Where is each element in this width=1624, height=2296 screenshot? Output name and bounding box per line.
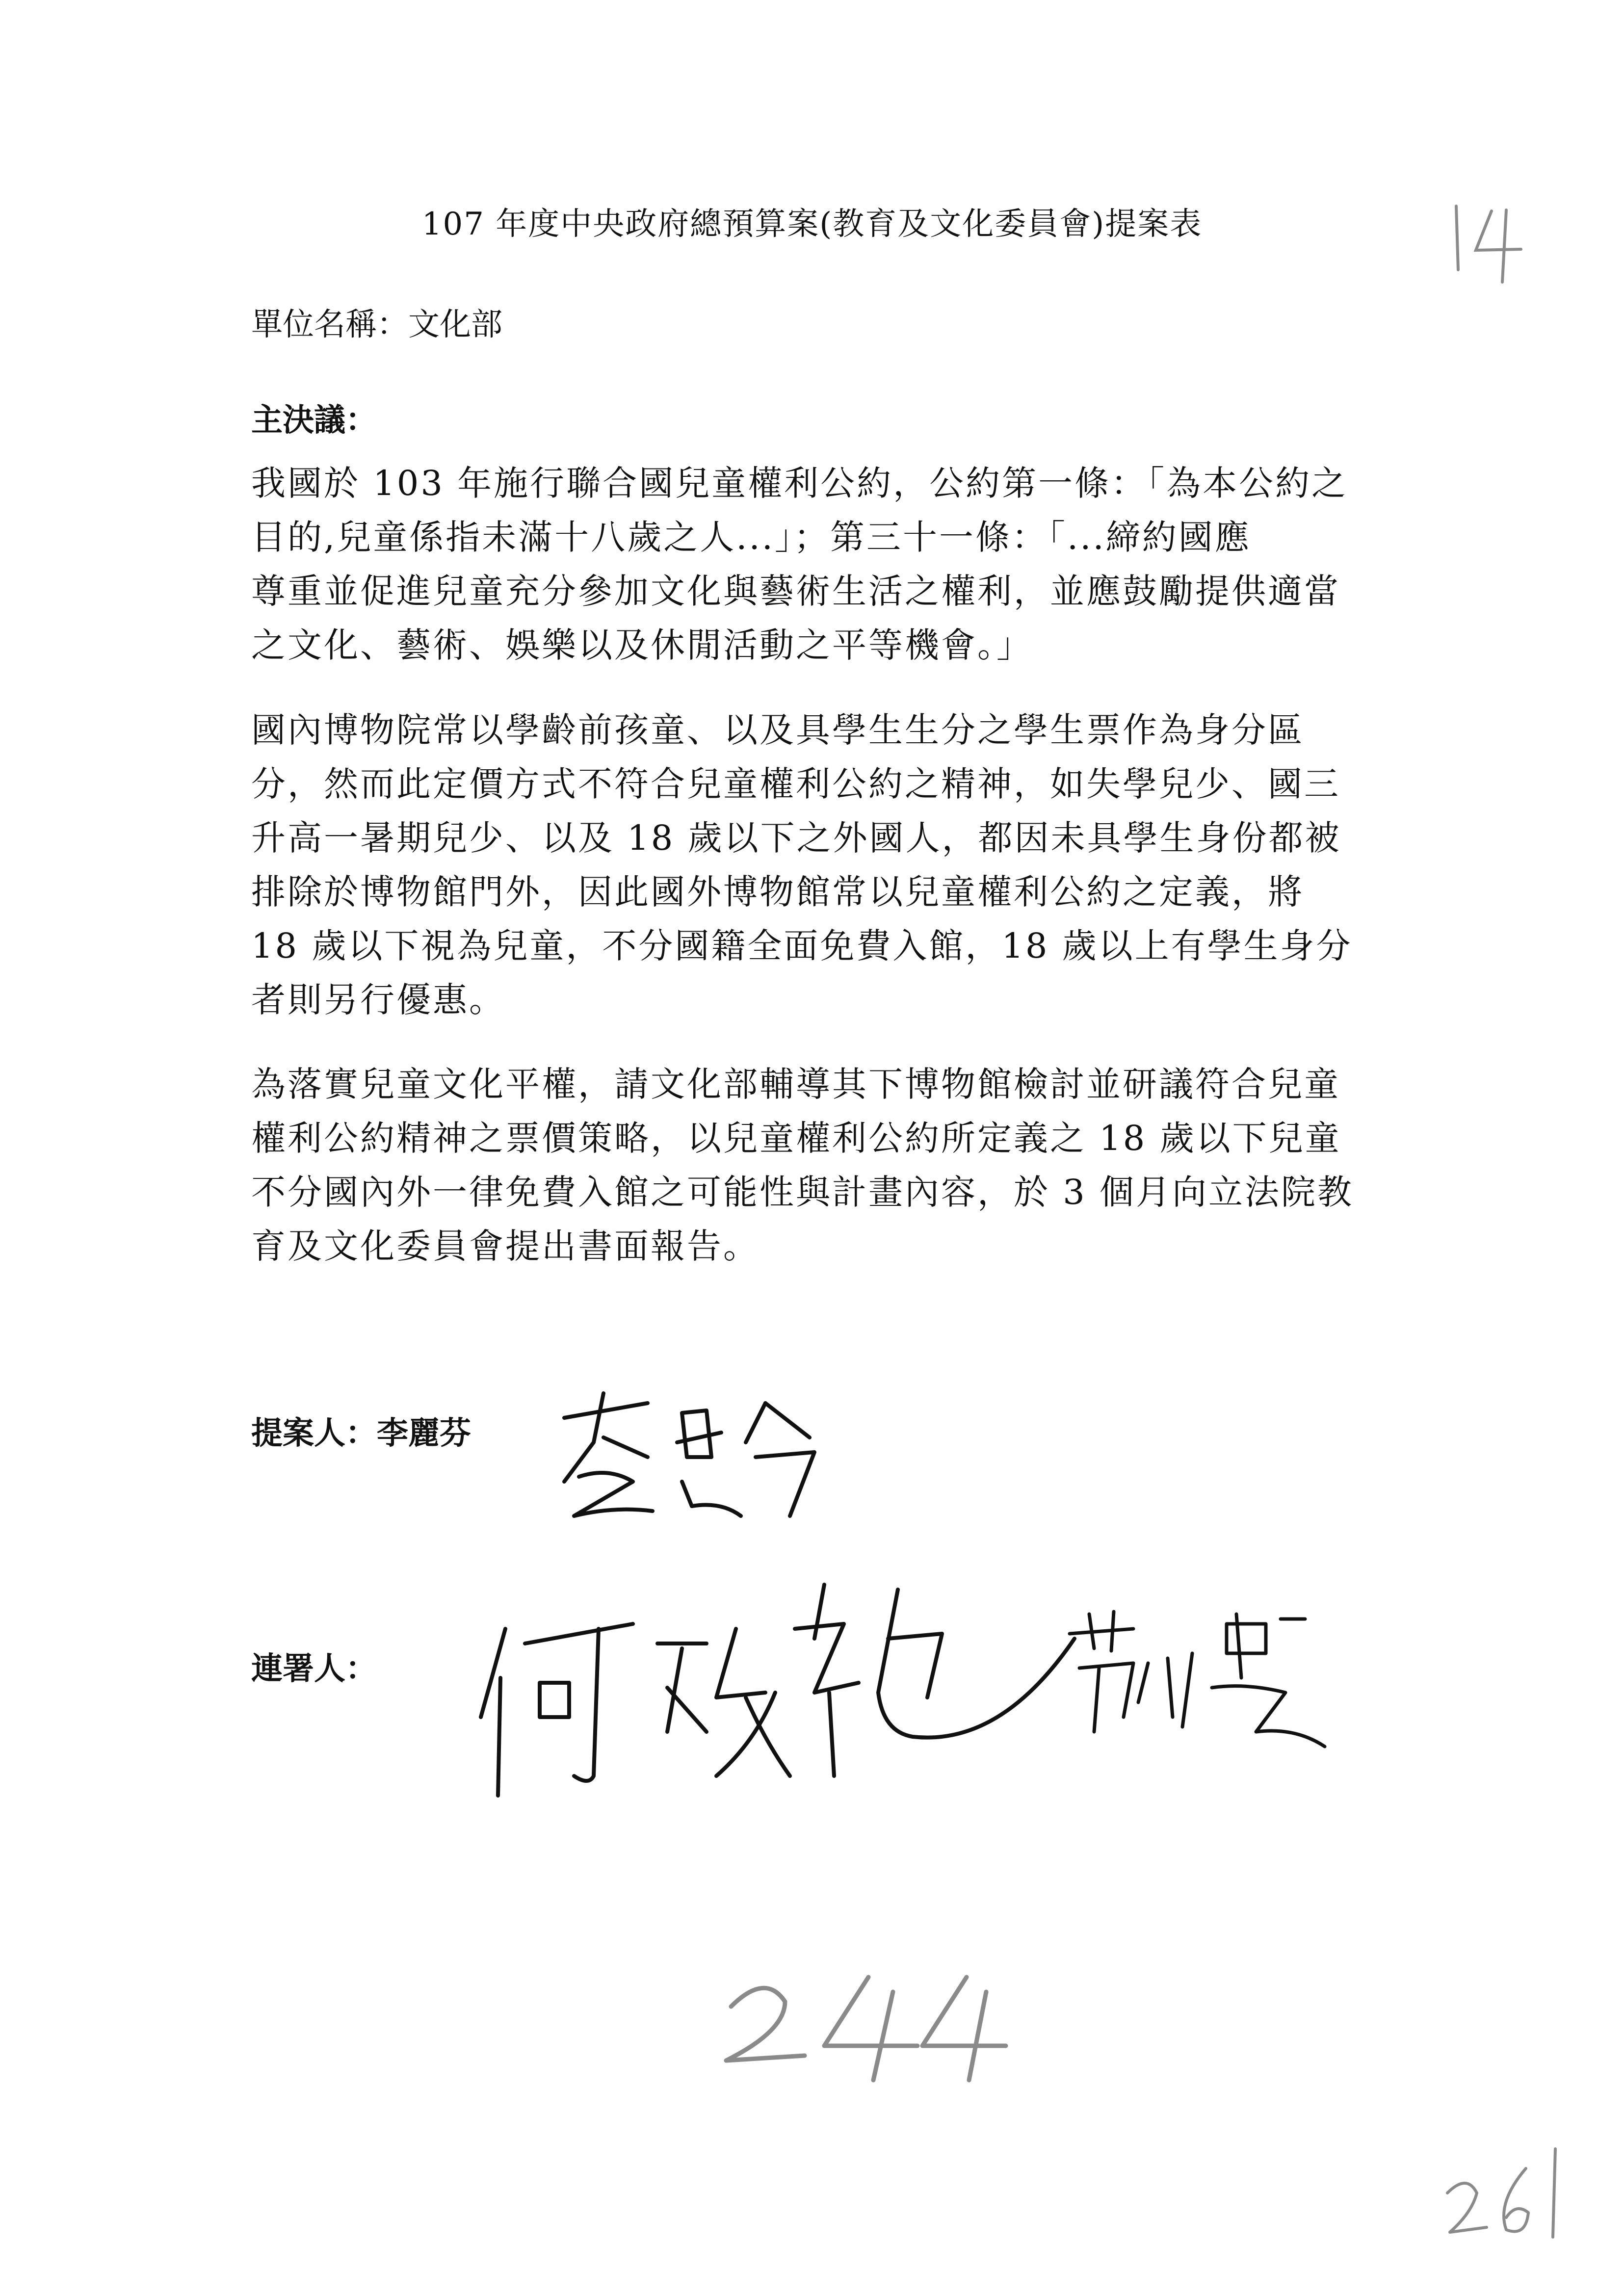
paragraph-line: 排除於博物館門外，因此國外博物館常以兒童權利公約之定義，將	[251, 872, 1304, 912]
cosigner-signature-2	[1050, 1604, 1354, 1761]
paragraph-line: 國內博物院常以學齡前孩童、以及具學生生分之學生票作為身分區	[251, 710, 1304, 750]
paragraph-line: 我國於 103 年施行聯合國兒童權利公約，公約第一條：「為本公約之	[251, 463, 1348, 503]
paragraph-2	[251, 703, 1394, 1027]
paragraph-line: 目的,兒童係指未滿十八歲之人...」；第三十一條：「...締約國應	[251, 517, 1251, 557]
unit-name: 單位名稱：文化部	[251, 307, 502, 343]
paragraph-line: 育及文化委員會提出書面報告。	[251, 1226, 760, 1266]
paragraph-line: 18 歲以下視為兒童，不分國籍全面免費入館，18 歲以上有學生身分	[251, 926, 1353, 966]
handwritten-page-number-bottom	[1442, 2139, 1580, 2252]
cosigner-label: 連署人：	[251, 1650, 377, 1687]
paragraph-line: 者則另行優惠。	[251, 980, 505, 1020]
paragraph-line: 之文化、藝術、娛樂以及休閒活動之平等機會。」	[251, 625, 1033, 665]
proposer-signature	[535, 1383, 854, 1531]
handwritten-center-number	[711, 1962, 1016, 2090]
paragraph-line: 升高一暑期兒少、以及 18 歲以下之外國人，都因未具學生身份都被	[251, 818, 1341, 858]
paragraph-line: 尊重並促進兒童充分參加文化與藝術生活之權利，並應鼓勵提供適當	[251, 571, 1340, 611]
main-resolution-label: 主決議：	[251, 402, 377, 439]
paragraph-line: 權利公約精神之票價策略，以兒童權利公約所定義之 18 歲以下兒童	[251, 1118, 1341, 1158]
paragraph-3	[251, 1057, 1394, 1273]
document-title: 107 年度中央政府總預算案(教育及文化委員會)提案表	[421, 206, 1203, 242]
paragraph-line: 分，然而此定價方式不符合兒童權利公約之精神，如失學兒少、國三	[251, 764, 1340, 804]
paragraph-line: 不分國內外一律免費入館之可能性與計畫內容，於 3 個月向立法院教	[251, 1172, 1354, 1212]
paragraph-line: 為落實兒童文化平權，請文化部輔導其下博物館檢討並研議符合兒童	[251, 1064, 1340, 1104]
paragraph-1	[251, 456, 1394, 672]
proposer-label: 提案人：李麗芬	[251, 1415, 471, 1452]
cosigner-signature-1	[471, 1570, 1084, 1815]
